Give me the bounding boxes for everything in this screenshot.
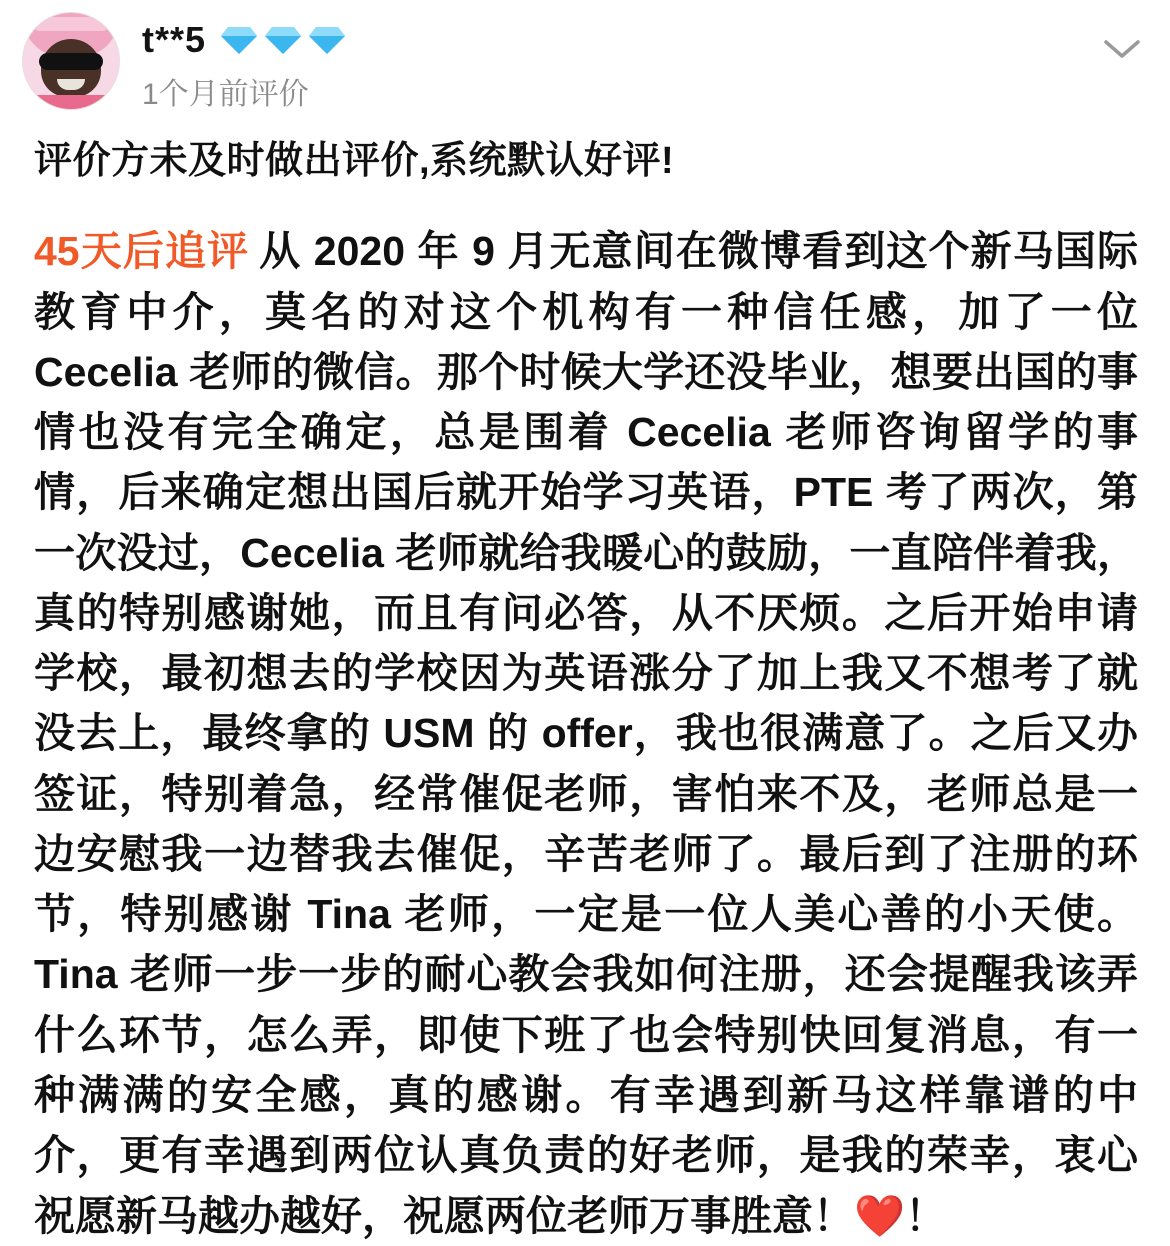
avatar-collar [23,95,119,109]
heart-icon: ❤️ [854,1192,906,1239]
username: t**5 [142,19,207,60]
review-body [0,110,1170,1246]
diamond-icon [308,25,346,55]
append-review-exclamation: ！ [905,1192,947,1239]
review-header-text [120,12,1148,110]
avatar-sunglasses-icon [39,53,103,70]
diamond-icon [220,25,258,55]
review-time: 1个月前评价 [142,78,309,111]
chevron-down-icon[interactable] [1100,26,1144,70]
review-header [0,0,1170,110]
first-comment-text: 评价方未及时做出评价,系统默认好评! [34,140,675,182]
avatar[interactable] [22,12,120,110]
append-review-text: 从 2020 年 9 月无意间在微博看到这个新马国际教育中介，莫名的对这个机构有一种信任感，加了一位 Cecelia 老师的微信。那个时候大学还没毕业，想要出国的事情也没有完全确定，总是围着 Cecelia 老师咨询留学的事情，后来确定想出国后就开始学习英语，PTE 考了两次，第一次没过，Cecelia 老师就给我暖心的鼓励，一直陪伴着我，真的特别感谢她，而且有问必答，从不厌烦。之后开始申请学校，最初想去的学校因为英语涨分了加上我又不想考了就没去上，最终拿的 USM 的 offer，我也很满意了。之后又办签证，特别着急，经常催促老师，害怕来不及，老师总是一边安慰我一边替我去催促，辛苦老师了。最后到了注册的环节，特别感谢 Tina 老师，一定是一位人美心善的小天使。Tina 老师一步一步的耐心教会我如何注册，还会提醒我该弄什么环节，怎么弄，即使下班了也会特别快回复消息，有一种满满的安全感，真的感谢。有幸遇到新马这样靠谱的中介，更有幸遇到两位认真负责的好老师，是我的荣幸，衷心祝愿新马越办越好，祝愿两位老师万事胜意！ [34,228,1138,1239]
append-review-block [34,221,1138,1246]
badge-group [220,25,346,55]
diamond-icon [264,25,302,55]
append-review-label: 45天后追评 [34,228,250,275]
username-row [142,16,1148,64]
